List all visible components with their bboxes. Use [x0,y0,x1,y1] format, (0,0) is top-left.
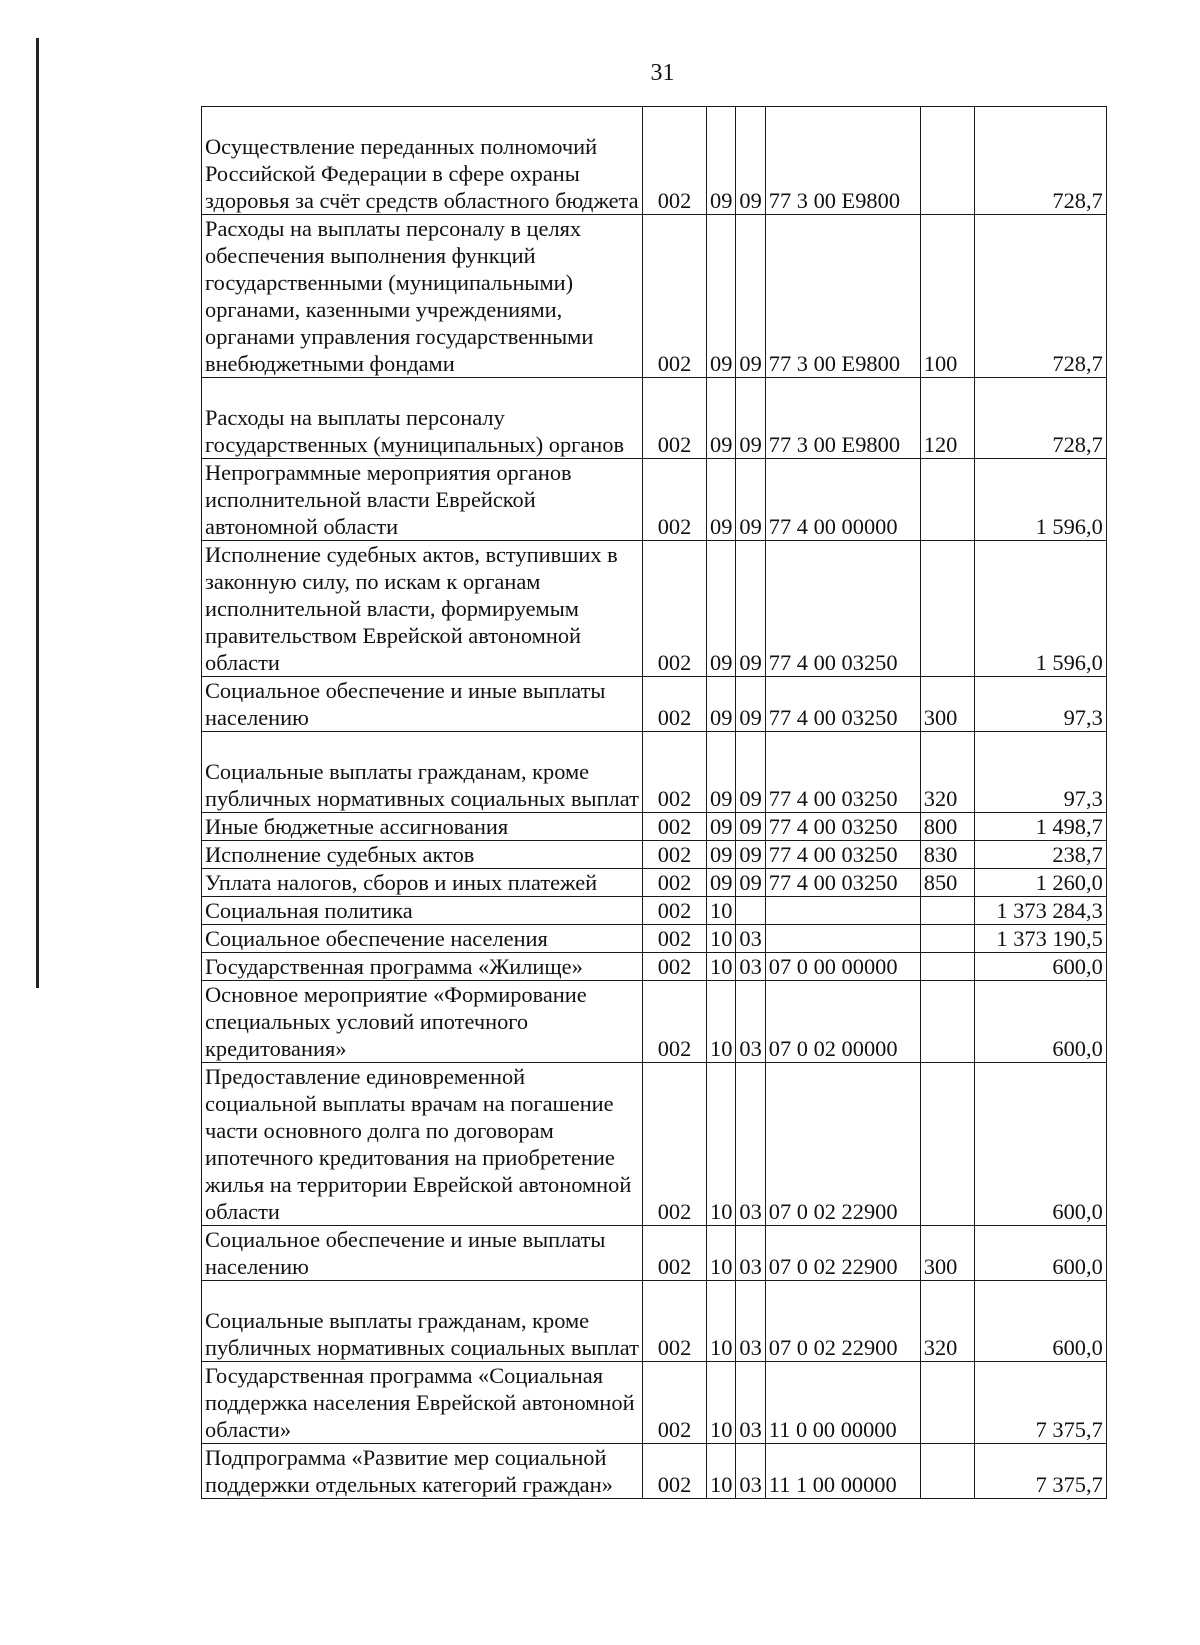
subsection-code: 09 [736,677,765,732]
row-description: Осуществление переданных полномочий Российской Федерации в сфере охраны здоровья за счёт средств областного бюджета [202,107,643,215]
section-code: 09 [707,541,736,677]
section-code: 09 [707,677,736,732]
row-description: Социальное обеспечение населения [202,925,643,953]
ministry-code: 002 [643,732,707,813]
expense-type-code: 120 [920,378,974,459]
amount: 600,0 [974,1063,1106,1226]
row-description: Исполнение судебных актов, вступивших в законную силу, по искам к органам исполнительной власти, формируемым правительством Еврейской автономной области [202,541,643,677]
subsection-code: 03 [736,1444,765,1499]
amount: 600,0 [974,981,1106,1063]
target-article-code: 77 4 00 03250 [765,677,920,732]
amount: 1 373 190,5 [974,925,1106,953]
ministry-code: 002 [643,677,707,732]
table-row [202,378,1107,459]
section-code: 10 [707,953,736,981]
ministry-code: 002 [643,215,707,378]
section-code: 10 [707,1444,736,1499]
table-row [202,541,1107,677]
row-description: Социальное обеспечение и иные выплаты населению [202,1226,643,1281]
row-description: Предоставление единовременной социальной выплаты врачам на погашение части основного долга по договорам ипотечного кредитования на приобретение жилья на территории Еврейской автономной области [202,1063,643,1226]
table-row [202,677,1107,732]
section-code: 09 [707,869,736,897]
ministry-code: 002 [643,897,707,925]
section-code: 09 [707,841,736,869]
target-article-code: 07 0 02 22900 [765,1063,920,1226]
table-row [202,841,1107,869]
subsection-code: 03 [736,1281,765,1362]
table-row [202,813,1107,841]
row-description: Государственная программа «Социальная поддержка населения Еврейской автономной области» [202,1362,643,1444]
target-article-code: 77 3 00 E9800 [765,378,920,459]
amount: 238,7 [974,841,1106,869]
table-body [202,107,1107,1499]
expense-type-code [920,107,974,215]
budget-table [201,106,1107,1499]
ministry-code: 002 [643,925,707,953]
ministry-code: 002 [643,1444,707,1499]
table-row [202,1226,1107,1281]
target-article-code: 77 3 00 E9800 [765,215,920,378]
section-code: 09 [707,459,736,541]
row-description: Социальные выплаты гражданам, кроме публичных нормативных социальных выплат [202,1281,643,1362]
row-description: Социальное обеспечение и иные выплаты населению [202,677,643,732]
ministry-code: 002 [643,459,707,541]
section-code: 10 [707,1362,736,1444]
subsection-code: 09 [736,541,765,677]
section-code: 10 [707,1063,736,1226]
subsection-code: 03 [736,925,765,953]
amount: 600,0 [974,953,1106,981]
target-article-code: 77 4 00 03250 [765,813,920,841]
expense-type-code: 300 [920,1226,974,1281]
amount: 97,3 [974,732,1106,813]
amount: 1 498,7 [974,813,1106,841]
row-description: Подпрограмма «Развитие мер социальной поддержки отдельных категорий граждан» [202,1444,643,1499]
subsection-code: 03 [736,1226,765,1281]
ministry-code: 002 [643,1226,707,1281]
target-article-code: 77 4 00 03250 [765,841,920,869]
ministry-code: 002 [643,1281,707,1362]
ministry-code: 002 [643,981,707,1063]
ministry-code: 002 [643,813,707,841]
table-row [202,1063,1107,1226]
table-row [202,459,1107,541]
amount: 97,3 [974,677,1106,732]
expense-type-code [920,981,974,1063]
expense-type-code [920,1362,974,1444]
target-article-code: 07 0 02 22900 [765,1226,920,1281]
expense-type-code [920,1444,974,1499]
amount: 728,7 [974,107,1106,215]
ministry-code: 002 [643,107,707,215]
target-article-code: 11 1 00 00000 [765,1444,920,1499]
target-article-code [765,897,920,925]
subsection-code: 03 [736,953,765,981]
amount: 600,0 [974,1226,1106,1281]
ministry-code: 002 [643,378,707,459]
subsection-code: 09 [736,378,765,459]
row-description: Социальные выплаты гражданам, кроме публичных нормативных социальных выплат [202,732,643,813]
amount: 7 375,7 [974,1444,1106,1499]
ministry-code: 002 [643,541,707,677]
expense-type-code: 850 [920,869,974,897]
section-code: 10 [707,925,736,953]
table-row [202,869,1107,897]
target-article-code: 77 4 00 00000 [765,459,920,541]
expense-type-code: 830 [920,841,974,869]
table-row [202,107,1107,215]
subsection-code: 09 [736,732,765,813]
amount: 600,0 [974,1281,1106,1362]
expense-type-code: 100 [920,215,974,378]
row-description: Непрограммные мероприятия органов исполнительной власти Еврейской автономной области [202,459,643,541]
subsection-code: 09 [736,869,765,897]
target-article-code: 07 0 00 00000 [765,953,920,981]
expense-type-code [920,897,974,925]
row-description: Основное мероприятие «Формирование специальных условий ипотечного кредитования» [202,981,643,1063]
expense-type-code: 300 [920,677,974,732]
subsection-code: 09 [736,215,765,378]
section-code: 09 [707,378,736,459]
table-row [202,981,1107,1063]
table-row [202,953,1107,981]
expense-type-code [920,1063,974,1226]
row-description: Расходы на выплаты персоналу государственных (муниципальных) органов [202,378,643,459]
ministry-code: 002 [643,953,707,981]
amount: 1 596,0 [974,541,1106,677]
section-code: 10 [707,1281,736,1362]
table-row [202,925,1107,953]
target-article-code: 77 4 00 03250 [765,732,920,813]
target-article-code: 77 4 00 03250 [765,541,920,677]
expense-type-code [920,541,974,677]
amount: 728,7 [974,215,1106,378]
binding-margin-line [36,38,39,988]
expense-type-code [920,925,974,953]
section-code: 09 [707,732,736,813]
section-code: 10 [707,1226,736,1281]
table-row [202,1281,1107,1362]
expense-type-code [920,459,974,541]
ministry-code: 002 [643,1063,707,1226]
section-code: 09 [707,107,736,215]
subsection-code: 09 [736,841,765,869]
section-code: 09 [707,813,736,841]
amount: 1 373 284,3 [974,897,1106,925]
target-article-code [765,925,920,953]
table-row [202,215,1107,378]
target-article-code: 11 0 00 00000 [765,1362,920,1444]
target-article-code: 07 0 02 00000 [765,981,920,1063]
amount: 1 596,0 [974,459,1106,541]
ministry-code: 002 [643,841,707,869]
row-description: Уплата налогов, сборов и иных платежей [202,869,643,897]
ministry-code: 002 [643,1362,707,1444]
section-code: 10 [707,981,736,1063]
page-number: 31 [650,60,675,86]
subsection-code: 03 [736,981,765,1063]
expense-type-code: 320 [920,732,974,813]
subsection-code: 03 [736,1362,765,1444]
subsection-code: 03 [736,1063,765,1226]
section-code: 10 [707,897,736,925]
row-description: Расходы на выплаты персоналу в целях обеспечения выполнения функций государственными (муниципальными) органами, казенными учреждениями, органами управления государственными внебюджетными фондами [202,215,643,378]
amount: 7 375,7 [974,1362,1106,1444]
table-row [202,897,1107,925]
section-code: 09 [707,215,736,378]
table-row [202,732,1107,813]
subsection-code [736,897,765,925]
row-description: Исполнение судебных актов [202,841,643,869]
expense-type-code [920,953,974,981]
row-description: Социальная политика [202,897,643,925]
target-article-code: 77 3 00 E9800 [765,107,920,215]
expense-type-code: 320 [920,1281,974,1362]
target-article-code: 77 4 00 03250 [765,869,920,897]
row-description: Государственная программа «Жилище» [202,953,643,981]
amount: 1 260,0 [974,869,1106,897]
row-description: Иные бюджетные ассигнования [202,813,643,841]
target-article-code: 07 0 02 22900 [765,1281,920,1362]
amount: 728,7 [974,378,1106,459]
subsection-code: 09 [736,107,765,215]
expense-type-code: 800 [920,813,974,841]
table-row [202,1444,1107,1499]
ministry-code: 002 [643,869,707,897]
table-row [202,1362,1107,1444]
subsection-code: 09 [736,459,765,541]
subsection-code: 09 [736,813,765,841]
